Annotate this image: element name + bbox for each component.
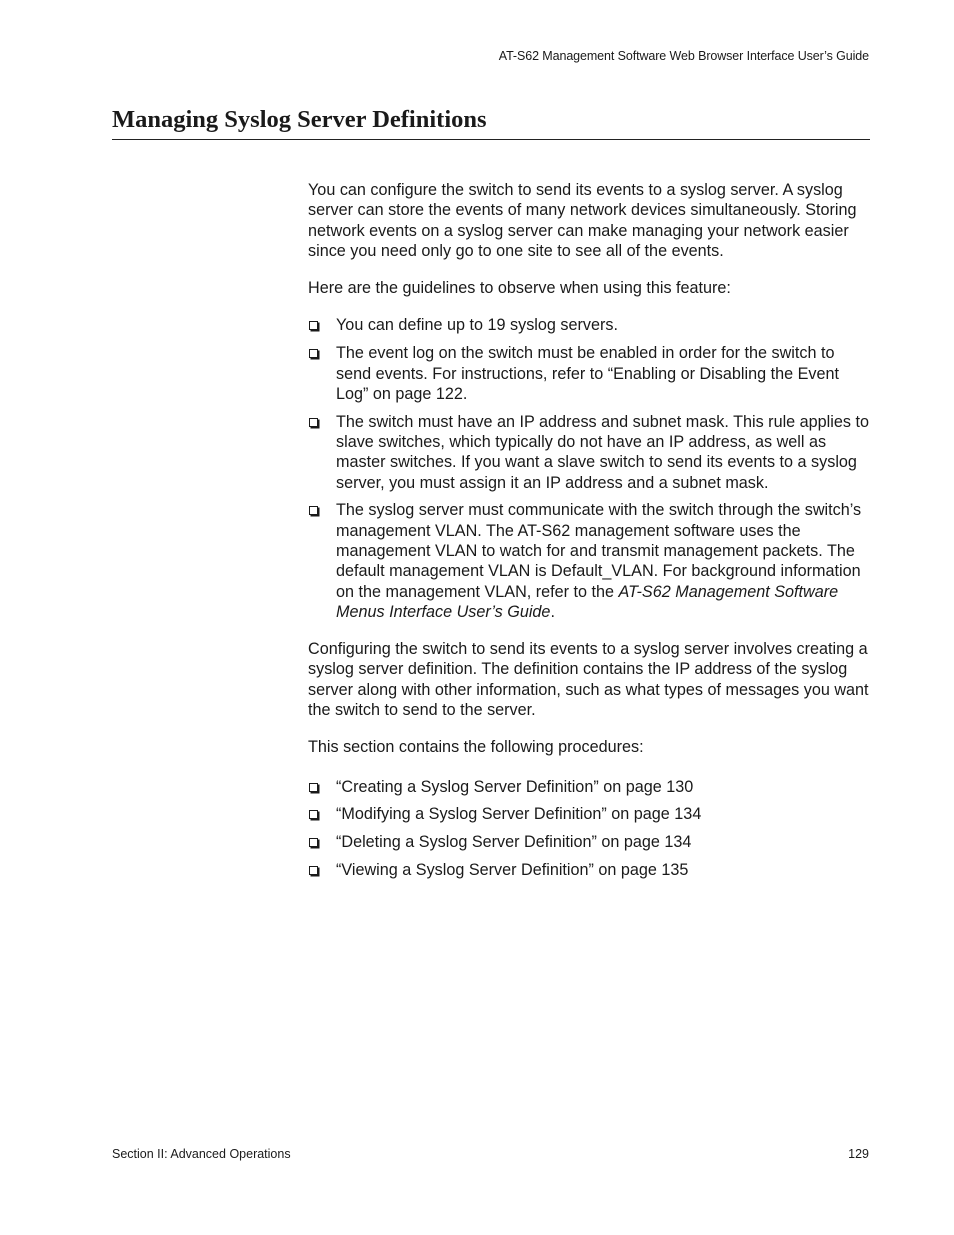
guideline-item: [308, 412, 870, 493]
guideline-text: The switch must have an IP address and subnet mask. This rule applies to slave switches, which typically do not have an IP address, as well as master switches. If you want a slave switch to send its events to a syslog server, you must assign it an IP address and a subnet mask.: [336, 412, 869, 492]
procedure-link[interactable]: [308, 860, 870, 880]
procedure-text: “Creating a Syslog Server Definition” on page 130: [336, 777, 694, 796]
guideline-end: .: [550, 602, 555, 621]
section-title: Managing Syslog Server Definitions: [112, 106, 487, 133]
intro-paragraph: You can configure the switch to send its events to a syslog server. A syslog server can store the events of many network devices simultaneously. Storing network events on a syslog server can make managing your network easier since you need only go to one site to see all of the events.: [308, 181, 857, 260]
running-header: AT-S62 Management Software Web Browser Interface User’s Guide: [498, 49, 869, 63]
checkbox-bullet-icon: [309, 418, 318, 427]
checkbox-bullet-icon: [309, 866, 318, 875]
checkbox-bullet-icon: [309, 349, 318, 358]
checkbox-bullet-icon: [309, 506, 318, 515]
guideline-text: You can define up to 19 syslog servers.: [336, 316, 618, 335]
footer-page-number: 129: [848, 1147, 869, 1161]
procedure-link[interactable]: [308, 777, 870, 797]
checkbox-bullet-icon: [309, 810, 318, 819]
procedures-lead: This section contains the following procedures:: [308, 738, 644, 757]
guideline-item: [308, 343, 870, 404]
guidelines-list: [308, 315, 870, 622]
definition-paragraph: Configuring the switch to send its events to a syslog server involves creating a syslog server definition. The definition contains the IP address of the syslog server along with other information, such as what types of messages you want the switch to send to the server.: [308, 640, 869, 720]
guideline-text: The event log on the switch must be enabled in order for the switch to send events. For instructions, refer to “Enabling or Disabling the Event Log” on page 122.: [336, 344, 839, 403]
guideline-item: [308, 500, 870, 622]
guideline-item: [308, 315, 870, 335]
guidelines-lead: Here are the guidelines to observe when using this feature:: [308, 279, 731, 298]
body-column: [308, 180, 870, 897]
procedure-text: “Deleting a Syslog Server Definition” on page 134: [336, 833, 692, 852]
procedure-text: “Viewing a Syslog Server Definition” on page 135: [336, 861, 689, 880]
title-rule: [112, 139, 870, 140]
checkbox-bullet-icon: [309, 321, 318, 330]
book-title: AT-S62 Management Software Menus Interface User’s Guide: [336, 582, 839, 621]
checkbox-bullet-icon: [309, 783, 318, 792]
checkbox-bullet-icon: [309, 838, 318, 847]
procedure-text: “Modifying a Syslog Server Definition” on page 134: [336, 805, 702, 824]
guideline-text: The syslog server must communicate with the switch through the switch’s management VLAN. The AT-S62 management software uses the management VLAN to watch for and transmit management packets. The default management VLAN is Default_VLAN. For background information on the management VLAN, refer to the: [336, 501, 862, 601]
procedures-list: [308, 777, 870, 881]
footer-section-label: Section II: Advanced Operations: [112, 1147, 291, 1161]
procedure-link[interactable]: [308, 832, 870, 852]
procedure-link[interactable]: [308, 804, 870, 824]
